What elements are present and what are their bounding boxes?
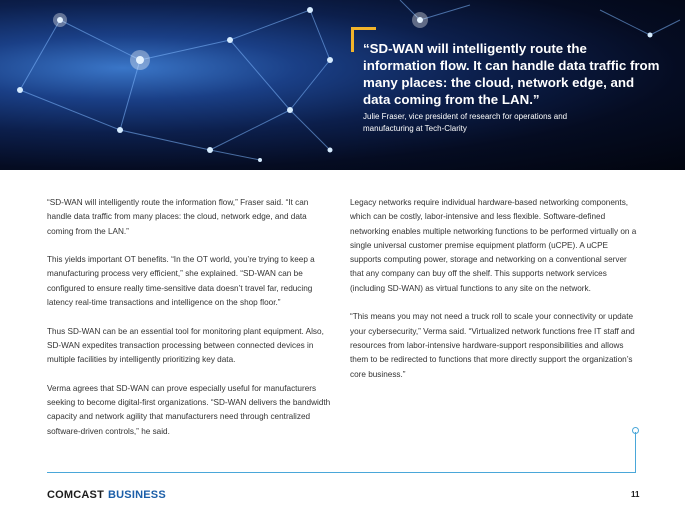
divider-vertical (635, 432, 636, 473)
page-number: 11 (631, 490, 640, 499)
body-left-column (47, 196, 335, 453)
paragraph: Verma agrees that SD-WAN can prove especially useful for manufacturers seeking to become digital-first organizations. “SD-WAN delivers the bandwidth capacity and network agility that manufacturers need through centralized software-driven controls,” he said. (47, 383, 331, 436)
paragraph: “SD-WAN will intelligently route the information flow,” Fraser said. “It can handle data traffic from many places: the cloud, network edge, and data coming from the LAN.” (47, 198, 309, 236)
logo-word-comcast: COMCAST (47, 489, 105, 501)
footer-divider (47, 472, 636, 473)
pull-quote: “SD-WAN will intelligently route the information flow. It can handle data traffic from many places: the cloud, network edge, and data coming from the LAN.” (363, 41, 660, 107)
paragraph: “This means you may not need a truck roll to scale your connectivity or update your cybersecurity,” Verma said. “Virtualized network functions free IT staff and resources from labor-intensive hardware-support responsibilities and allows them to be redirected to functions that more directly support the organization’s core business.” (350, 312, 635, 379)
paragraph: Legacy networks require individual hardware-based networking components, which can be costly, labor-intensive and less flexible. Software-defined networking enables multiple networking functions to be performed virtually on a single universal customer premise equipment platform (uCPE). A uCPE supports computing power, storage and networking on a conventional server that any company can buy off the shelf. This supports network services (including SD-WAN) as virtual functions to any site on the network. (350, 198, 637, 293)
comcast-business-logo (47, 489, 166, 501)
body-right-column (350, 196, 640, 396)
logo-word-business: BUSINESS (108, 489, 166, 501)
paragraph: Thus SD-WAN can be an essential tool for monitoring plant equipment. Also, SD-WAN expedites transaction processing between connected devices in multiple facilities by intelligently prioritizing key data. (47, 326, 324, 365)
quote-attribution: Julie Fraser, vice president of research for operations and manufacturing at Tech-Clarity (363, 112, 568, 133)
hero-banner (0, 0, 685, 170)
paragraph: This yields important OT benefits. “In the OT world, you’re trying to keep a manufacturing process very efficient,” she explained. “SD-WAN can be configured to ensure really time-sensitive data doesn’t travel far, reducing latency real-time transactions and intelligence on the shop floor.” (47, 255, 315, 308)
